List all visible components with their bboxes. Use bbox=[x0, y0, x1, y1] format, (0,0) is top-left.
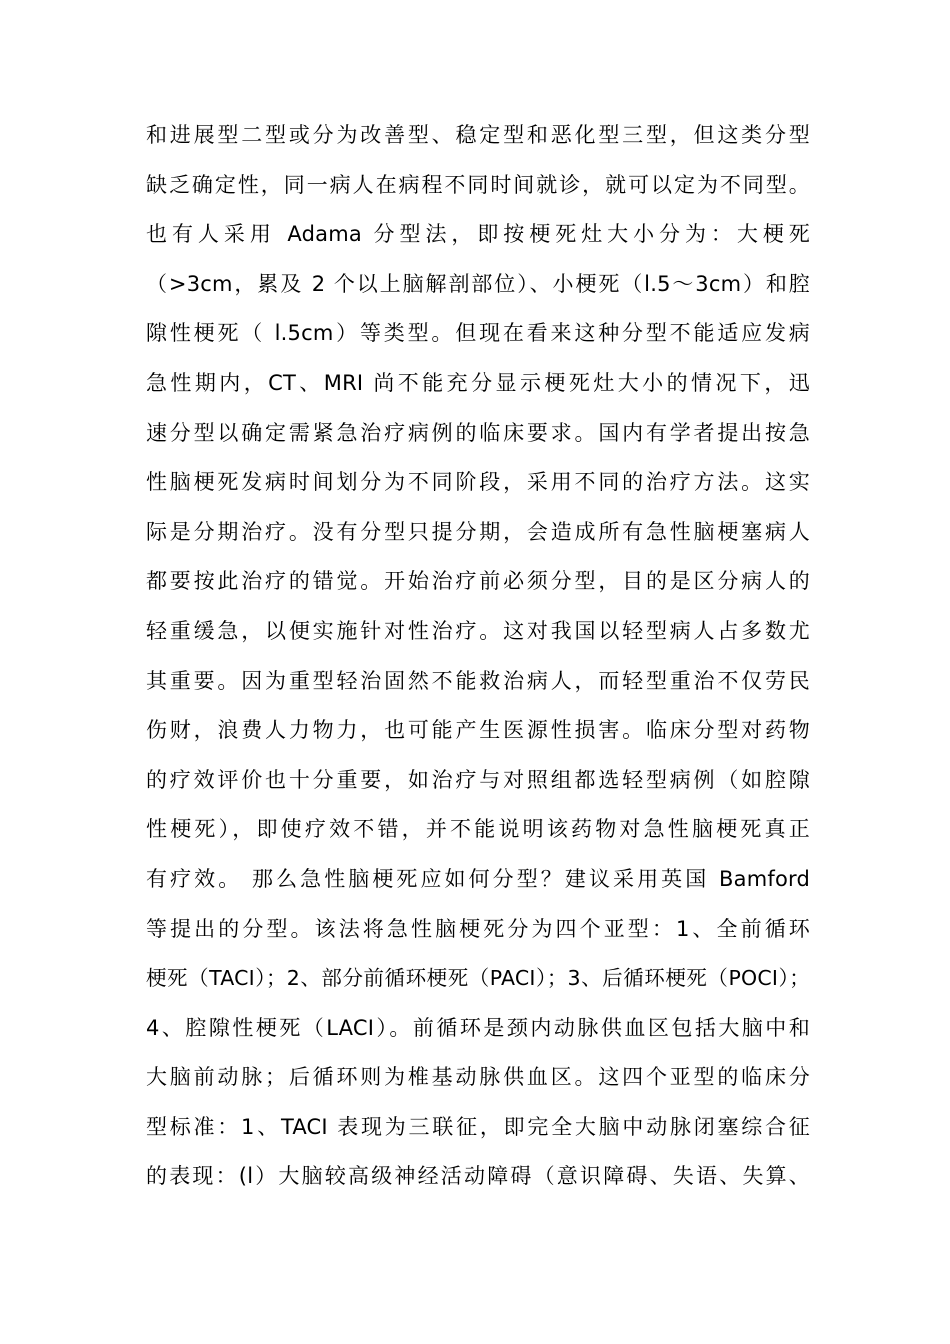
text-line: 伤财，浪费人力物力，也可能产生医源性损害。临床分型对药物 bbox=[146, 718, 810, 743]
text-line: 急性期内，CT、MRI 尚不能充分显示梗死灶大小的情况下，迅 bbox=[146, 370, 810, 395]
text-line: 速分型以确定需紧急治疗病例的临床要求。国内有学者提出按急 bbox=[146, 420, 810, 445]
text-line: 有疗效。 那么急性脑梗死应如何分型？建议采用英国 Bamford bbox=[146, 866, 810, 891]
text-line: 等提出的分型。该法将急性脑梗死分为四个亚型：1、全前循环 bbox=[146, 916, 810, 941]
text-line: 其重要。因为重型轻治固然不能救治病人，而轻型重治不仅劳民 bbox=[146, 668, 810, 693]
text-line: 大脑前动脉；后循环则为椎基动脉供血区。这四个亚型的临床分 bbox=[146, 1065, 810, 1090]
text-line: （>3cm，累及 2 个以上脑解剖部位）、小梗死（l.5～3cm）和腔 bbox=[146, 271, 810, 296]
text-line: 梗死（TACI）；2、部分前循环梗死（PACI）；3、后循环梗死（POCI）； bbox=[146, 966, 810, 991]
text-line: 际是分期治疗。没有分型只提分期，会造成所有急性脑梗塞病人 bbox=[146, 519, 810, 544]
text-line: 性脑梗死发病时间划分为不同阶段，采用不同的治疗方法。这实 bbox=[146, 470, 810, 495]
text-line: 的表现：(l）大脑较高级神经活动障碍（意识障碍、失语、失算、 bbox=[146, 1164, 810, 1189]
text-line: 也有人采用 Adama 分型法，即按梗死灶大小分为：大梗死 bbox=[146, 222, 810, 247]
body-text bbox=[146, 111, 810, 1202]
text-line: 型标准：1、TACI 表现为三联征，即完全大脑中动脉闭塞综合征 bbox=[146, 1114, 810, 1139]
text-line: 都要按此治疗的错觉。开始治疗前必须分型，目的是区分病人的 bbox=[146, 569, 810, 594]
text-line: 和进展型二型或分为改善型、稳定型和恶化型三型，但这类分型 bbox=[146, 123, 810, 147]
text-line: 4、腔隙性梗死（LACI）。前循环是颈内动脉供血区包括大脑中和 bbox=[146, 1015, 810, 1040]
text-line: 缺乏确定性，同一病人在病程不同时间就诊，就可以定为不同型。 bbox=[146, 172, 810, 197]
text-line: 的疗效评价也十分重要，如治疗与对照组都选轻型病例（如腔隙 bbox=[146, 767, 810, 792]
text-line: 轻重缓急，以便实施针对性治疗。这对我国以轻型病人占多数尤 bbox=[146, 618, 810, 643]
text-line: 隙性梗死（ l.5cm）等类型。但现在看来这种分型不能适应发病 bbox=[146, 321, 810, 346]
text-line: 性梗死），即使疗效不错，并不能说明该药物对急性脑梗死真正 bbox=[146, 817, 810, 842]
